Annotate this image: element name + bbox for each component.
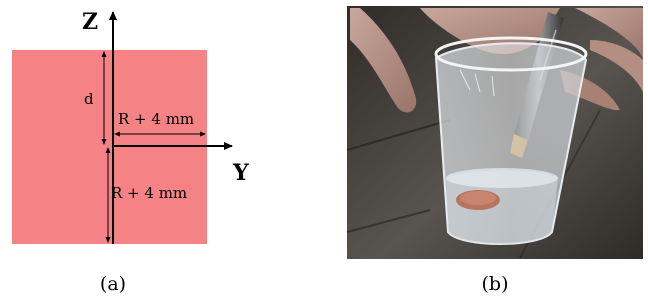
y-axis-label: Y	[233, 160, 249, 186]
panel-a	[12, 9, 249, 295]
r-vertical-label: R + 4 mm	[111, 184, 188, 202]
caption-a: (a)	[99, 273, 127, 295]
caption-b: (b)	[481, 273, 509, 295]
z-axis-label: Z	[82, 9, 99, 35]
d-label: d	[84, 90, 94, 108]
r-horizontal-label: R + 4 mm	[118, 110, 195, 128]
panel-b-photo	[347, 6, 643, 295]
